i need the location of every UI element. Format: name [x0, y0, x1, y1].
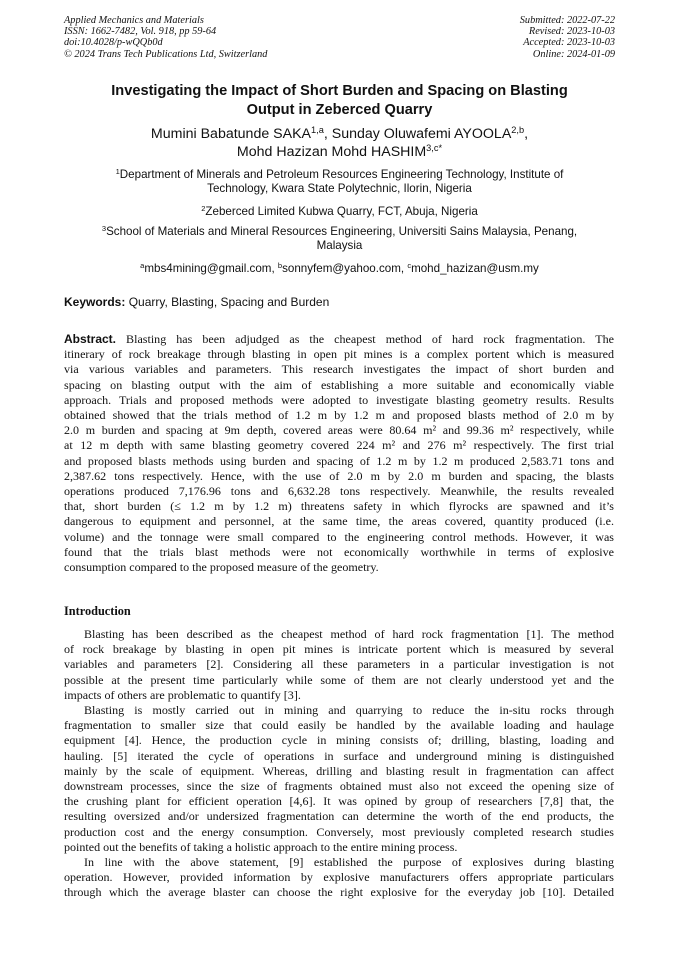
abstract-line: approach. Trials and proposed methods were adopted to investigate blasting geometry results. Results: [64, 392, 614, 407]
date-submitted: Submitted: 2022-07-22: [519, 15, 615, 26]
intro-line: possible at the present time particularly while some of them are not clearly understood yet and the: [64, 672, 614, 687]
abstract-line: 2,387.62 tons respectively. Hence, with the use of 2.0 m by 2.0 m burden and spacing, the blasts: [64, 468, 614, 483]
email-marker: c: [407, 260, 412, 270]
abstract-line: itinerary of rock breakage through blasting in open pit mines is a complex portent which is measured: [64, 347, 614, 362]
intro-line: impacts of others are problematic to quantify [3].: [64, 687, 301, 702]
affiliation-text: Department of Minerals and Petroleum Resources Engineering Technology, Institute of: [119, 168, 564, 181]
intro-line: through which the average blaster can choose the right explosive for the everyday job [10]. Detailed: [64, 885, 614, 900]
abstract-line: operations produced 7,176.96 tons and 6,632.28 tons respectively. Meanwhile, the results revealed: [64, 484, 614, 499]
abstract-label: Abstract.: [64, 332, 117, 346]
affiliation-text: Technology, Kwara State Polytechnic, Ilorin, Nigeria: [207, 182, 472, 196]
abstract-line: that, short burden (≤ 1.2 m by 1.2 m) threatens safety in which flyrocks are spawned and it’s: [64, 499, 614, 514]
intro-line: Blasting is mostly carried out in mining and quarrying to reduce the in-situ rocks through: [84, 703, 614, 718]
author-name: Sunday Oluwafemi AYOOLA: [331, 126, 512, 142]
intro-line: mainly by the scale of equipment. Whereas, drilling and blasting result in fragmentation can affect: [64, 763, 614, 778]
publication-dates: [520, 15, 615, 60]
abstract-line: 2.0 m burden and spacing at 9m depth, covered areas were 80.64 m² and 99.36 m² respectively, while: [64, 423, 614, 438]
email-link[interactable]: mohd_hazizan@usm.my: [411, 262, 539, 275]
intro-line: Blasting has been described as the cheapest method of hard rock fragmentation [1]. The method: [84, 627, 614, 641]
intro-line: resulting oversized and/or undersized fragmentation can determine the worth of the end products, the: [64, 809, 614, 824]
intro-line: operation. However, provided information by explosive manufacturers offers appropriate particulars: [64, 870, 614, 885]
journal-issn: ISSN: 1662-7482, Vol. 918, pp 59-64: [64, 26, 217, 38]
author-name: Mumini Babatunde SAKA: [150, 126, 312, 142]
doi-link[interactable]: doi:10.4028/p-wQQb0d: [64, 37, 163, 49]
title-line: Investigating the Impact of Short Burden and Spacing on Blasting: [111, 83, 568, 99]
author-list: [64, 125, 615, 161]
email-list: [64, 262, 615, 276]
keywords-label: Keywords:: [64, 295, 126, 309]
intro-line: pointed out the benefits of taking a holistic approach to the entire mining process.: [64, 839, 458, 854]
intro-line: hauling. [5] iterated the cycle of operations in surface and underground mining is distinguished: [64, 748, 614, 763]
affiliation-1: [64, 168, 615, 197]
intro-line: the crushing plant for efficient operation [4,6]. It was opined by group of researchers [7,8] that, the: [64, 794, 614, 809]
affiliation-text: Malaysia: [316, 239, 363, 253]
date-revised: Revised: 2023-10-03: [528, 26, 615, 38]
affiliation-2: [64, 205, 615, 219]
abstract: [64, 332, 614, 575]
affiliation-marker: 2: [201, 203, 206, 213]
abstract-line: and proposed blasts methods using burden and spacing of 1.2 m by 1.2 m produced 2,583.71 tons and: [64, 453, 614, 468]
separator: ,: [524, 126, 529, 142]
abstract-line: volume) and the tonnage were small compared to the engineering control methods. However, it was: [64, 529, 614, 544]
introduction-body: [64, 627, 614, 901]
intro-line: variables and parameters [2]. Considering all these parameters in a particular investigation is not: [64, 657, 614, 672]
author-affiliation-marker: 3,c*: [426, 142, 443, 153]
affiliation-marker: 3: [101, 223, 107, 233]
author-affiliation-marker: 2,b: [511, 124, 525, 135]
intro-line: In line with the above statement, [9] established the purpose of explosives during blasting: [84, 855, 614, 870]
keywords-text: Quarry, Blasting, Spacing and Burden: [125, 295, 330, 309]
separator: ,: [323, 126, 332, 142]
email-marker: b: [277, 260, 283, 270]
intro-line: of rock breakage by blasting in open pit mines is intricate portent which is measured by several: [64, 642, 614, 657]
date-online: Online: 2024-01-09: [532, 48, 615, 60]
email-link[interactable]: sonnyfem@yahoo.com: [282, 262, 401, 275]
author-name: Mohd Hazizan Mohd HASHIM: [236, 144, 427, 160]
title-line: Output in Zeberced Quarry: [246, 101, 433, 118]
separator: ,: [400, 262, 408, 275]
abstract-line: consumption compared to the proposed measure of the geometry.: [64, 560, 379, 575]
abstract-line: spacing on blasting output with the aim of establishing a more suitable and economically viable: [64, 377, 614, 392]
keywords: [64, 295, 329, 310]
paper-title: [64, 82, 615, 119]
intro-line: production cost and the energy consumption. Conversely, most previously completed research studies: [64, 824, 614, 839]
affiliation-text: School of Materials and Mineral Resources Engineering, Universiti Sains Malaysia, Penang,: [106, 225, 578, 238]
journal-name: Applied Mechanics and Materials: [64, 15, 204, 26]
date-accepted: Accepted: 2023-10-03: [523, 37, 615, 49]
abstract-line: obtained showed that the trials method of 1.2 m by 1.2 m and proposed blasts method of 2.0 m by: [64, 408, 614, 423]
abstract-line: found that the trials blast methods were not economically worthwhile in terms of explosive: [64, 544, 614, 559]
journal-info: [64, 15, 267, 60]
intro-line: equipment [4]. Hence, the production cycle in mining consists of; drilling, blasting, loading and: [64, 733, 614, 748]
affiliation-3: [64, 225, 615, 254]
intro-line: fragmentation to smaller size that could easily be handled by the available loading and haulage: [64, 718, 614, 733]
section-heading-introduction: Introduction: [64, 604, 131, 618]
abstract-line: [64, 332, 614, 347]
author-affiliation-marker: 1,a: [311, 124, 324, 135]
abstract-text: Blasting has been adjudged as the cheapest method of hard rock fragmentation. The: [116, 332, 614, 346]
abstract-line: via various variables and parameters. This research investigates the impact of short burden and: [64, 362, 614, 377]
affiliation-marker: 1: [115, 166, 120, 176]
intro-line: downstream processes, since the size of fragments obtained must also not exceed the opening size of: [64, 779, 614, 794]
copyright: © 2024 Trans Tech Publications Ltd, Switzerland: [64, 48, 268, 60]
email-link[interactable]: mbs4mining@gmail.com: [144, 262, 272, 275]
abstract-line: dangerous to equipment and personnel, at the same time, the areas covered, quantity produced (i.e.: [64, 514, 614, 529]
separator: ,: [271, 262, 278, 275]
email-marker: a: [140, 260, 145, 270]
abstract-line: at 12 m depth with same blasting geometry covered 224 m² and 276 m² respectively. The first trial: [64, 438, 614, 453]
affiliation-text: Zeberced Limited Kubwa Quarry, FCT, Abuja, Nigeria: [205, 205, 478, 218]
